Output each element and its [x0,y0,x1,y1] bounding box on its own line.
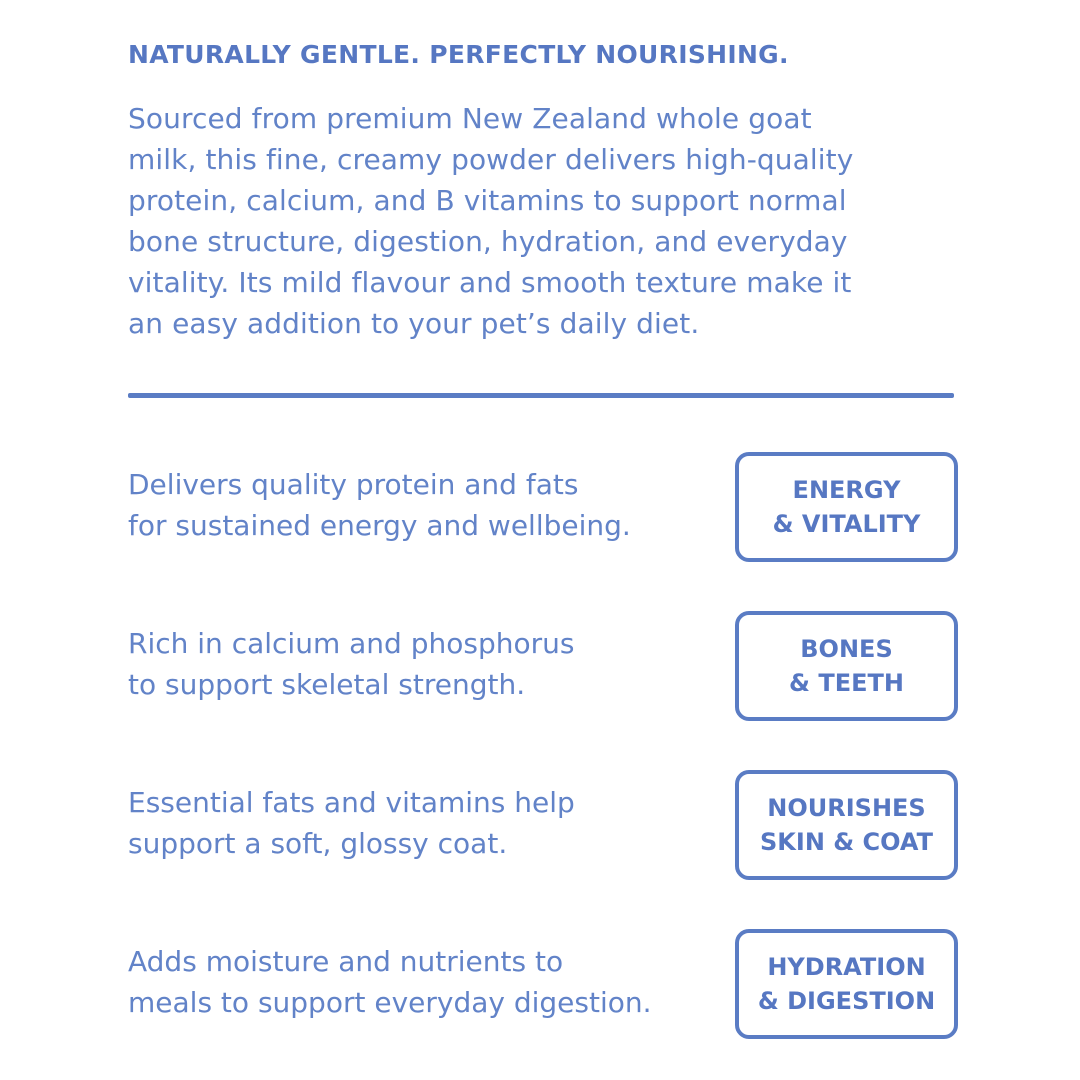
benefit-row-hydration [128,929,956,1037]
badge-line: & VITALITY [772,510,921,538]
benefit-line: meals to support everyday digestion. [128,986,652,1019]
badge-line: & DIGESTION [757,987,936,1015]
badge-line: BONES [800,635,893,663]
benefit-badge-hydration-digestion [735,929,958,1039]
badge-line: SKIN & COAT [760,828,933,856]
benefit-line: support a soft, glossy coat. [128,827,508,860]
benefit-row-skin-coat [128,770,956,878]
benefit-description [128,623,574,705]
benefit-line: Adds moisture and nutrients to [128,945,564,978]
badge-line: & TEETH [789,669,904,697]
intro-line: Sourced from premium New Zealand whole goat [128,102,812,135]
benefit-line: Rich in calcium and phosphorus [128,627,575,660]
benefit-line: to support skeletal strength. [128,668,526,701]
badge-line: ENERGY [792,476,901,504]
benefit-badge-bones-teeth [735,611,958,721]
benefit-badge-energy-vitality [735,452,958,562]
intro-line: an easy addition to your pet’s daily diet. [128,307,700,340]
benefit-line: Essential fats and vitamins help [128,786,575,819]
benefit-line: for sustained energy and wellbeing. [128,509,631,542]
benefit-description [128,941,652,1023]
badge-line: NOURISHES [767,794,926,822]
intro-paragraph [128,98,948,344]
benefit-row-energy [128,452,956,560]
benefit-line: Delivers quality protein and fats [128,468,579,501]
page-title: NATURALLY GENTLE. PERFECTLY NOURISHING. [128,40,789,69]
section-divider [128,393,954,398]
intro-line: vitality. Its mild flavour and smooth texture make it [128,266,852,299]
intro-line: milk, this fine, creamy powder delivers high-quality [128,143,854,176]
benefit-description [128,782,575,864]
badge-line: HYDRATION [767,953,926,981]
intro-line: protein, calcium, and B vitamins to support normal [128,184,847,217]
benefit-row-bones [128,611,956,719]
benefit-badge-skin-coat [735,770,958,880]
intro-line: bone structure, digestion, hydration, and everyday [128,225,848,258]
benefit-description [128,464,631,546]
